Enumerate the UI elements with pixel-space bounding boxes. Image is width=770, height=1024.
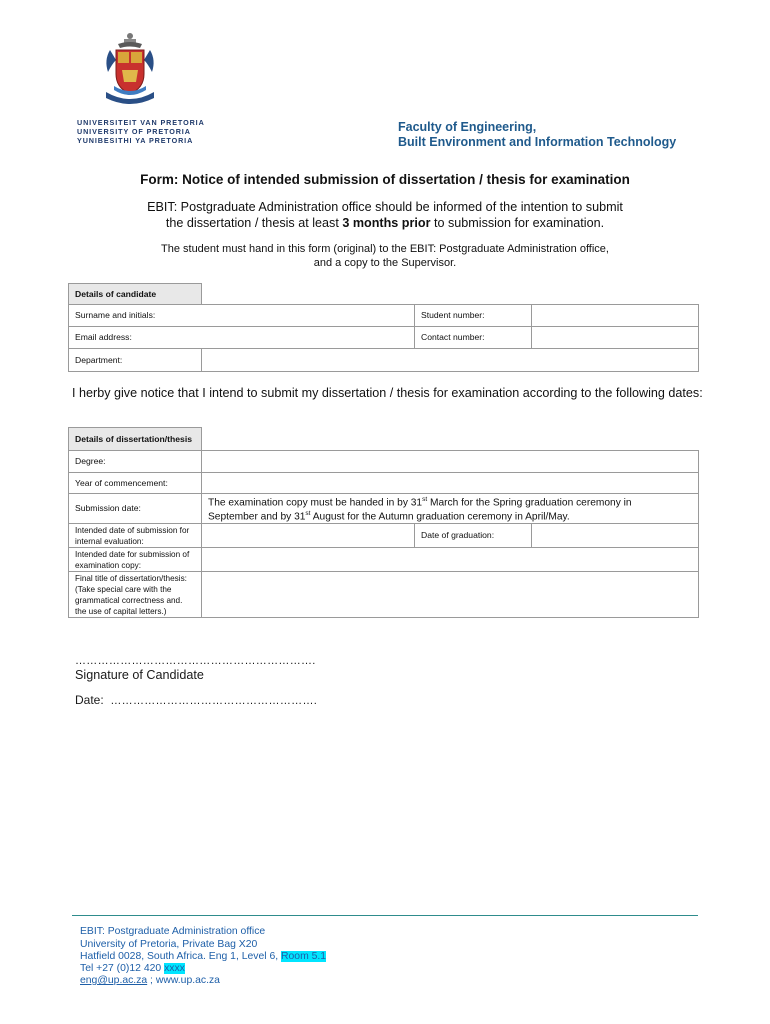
- instruction-line1: The student must hand in this form (original) to the EBIT: Postgraduate Administration office,: [161, 243, 609, 255]
- faculty-name-line2: Built Environment and Information Technology: [398, 135, 677, 149]
- notice-text: I herby give notice that I intend to submit my dissertation / thesis for examination according to the following dates:: [72, 386, 703, 400]
- dissertation-table-heading: Details of dissertation/thesis: [69, 428, 202, 451]
- footer-telephone: Tel +27 (0)12 420 xxxx: [80, 963, 185, 974]
- footer-contacts: eng@up.ac.za ; www.up.ac.za: [80, 975, 220, 986]
- examination-copy-label: Intended date for submission of examination copy:: [69, 547, 202, 571]
- candidate-details-table: [68, 283, 699, 372]
- department-label: Department:: [69, 349, 202, 372]
- footer-office: EBIT: Postgraduate Administration office: [80, 926, 266, 937]
- year-of-commencement-field[interactable]: [202, 473, 699, 494]
- faculty-name-line1: Faculty of Engineering,: [398, 120, 537, 134]
- graduation-date-field[interactable]: [532, 523, 699, 547]
- surname-label: Surname and initials:: [69, 305, 415, 327]
- intro-line1: EBIT: Postgraduate Administration office should be informed of the intention to submit: [147, 200, 623, 214]
- signature-line[interactable]: ……………………………………………………….: [75, 655, 316, 667]
- contact-number-label: Contact number:: [415, 327, 532, 349]
- year-of-commencement-label: Year of commencement:: [69, 473, 202, 494]
- department-field[interactable]: [202, 349, 699, 372]
- date-row: [75, 693, 317, 707]
- website-link[interactable]: www.up.ac.za: [155, 975, 220, 986]
- university-crest-icon: [100, 30, 160, 112]
- candidate-table-heading: Details of candidate: [69, 284, 202, 305]
- email-label: Email address:: [69, 327, 415, 349]
- footer-location: Hatfield 0028, South Africa. Eng 1, Level 6, Room 5.1: [80, 951, 327, 962]
- student-number-field[interactable]: [532, 305, 699, 327]
- extension-highlight: xxxx: [164, 963, 185, 974]
- internal-evaluation-label: Intended date of submission for internal evaluation:: [69, 523, 202, 547]
- final-title-field[interactable]: [202, 571, 699, 617]
- instruction-line2: and a copy to the Supervisor.: [313, 257, 457, 269]
- date-line[interactable]: ……………………………………………….: [110, 695, 318, 707]
- submission-date-note: The examination copy must be handed in by 31st March for the Spring graduation ceremony in September and by 31st August for the Autumn graduation ceremony in April/May.: [202, 494, 699, 524]
- signature-label: Signature of Candidate: [75, 668, 204, 682]
- submission-date-label: Submission date:: [69, 494, 202, 524]
- contact-number-field[interactable]: [532, 327, 699, 349]
- degree-field[interactable]: [202, 451, 699, 473]
- date-label: Date:: [75, 693, 104, 707]
- graduation-date-label: Date of graduation:: [415, 523, 532, 547]
- room-highlight: Room 5.1: [281, 951, 327, 962]
- final-title-label: Final title of dissertation/thesis: (Take special care with the grammatical correctness and. the use of capital letters.): [69, 571, 202, 617]
- student-number-label: Student number:: [415, 305, 532, 327]
- university-name-english: UNIVERSITY OF PRETORIA: [77, 127, 191, 136]
- university-name-afrikaans: UNIVERSITEIT VAN PRETORIA: [77, 118, 205, 127]
- footer-divider: [72, 915, 698, 916]
- form-title: Form: Notice of intended submission of dissertation / thesis for examination: [140, 172, 630, 187]
- footer-address: University of Pretoria, Private Bag X20: [80, 939, 258, 950]
- degree-label: Degree:: [69, 451, 202, 473]
- email-link[interactable]: eng@up.ac.za: [80, 975, 148, 986]
- dissertation-details-table: [68, 427, 699, 618]
- intro-line2: the dissertation / thesis at least 3 months prior to submission for examination.: [165, 216, 605, 230]
- examination-copy-field[interactable]: [202, 547, 699, 571]
- internal-evaluation-field[interactable]: [202, 523, 415, 547]
- university-name-sepedi: YUNIBESITHI YA PRETORIA: [77, 136, 194, 145]
